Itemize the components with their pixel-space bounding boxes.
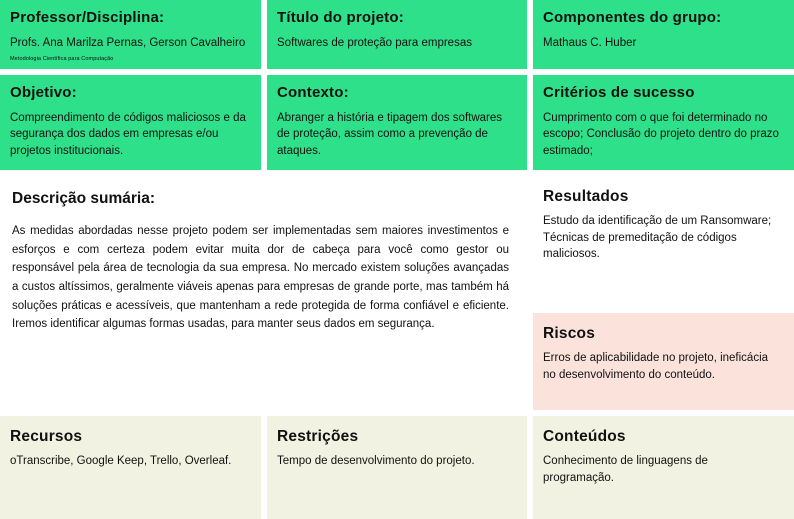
cell-componentes-grupo xyxy=(533,0,794,72)
criterios-title: Critérios de sucesso xyxy=(543,84,695,101)
objetivo-title: Objetivo: xyxy=(10,84,77,101)
descricao-title: Descrição sumária: xyxy=(12,190,156,207)
descricao-body: As medidas abordadas nesse projeto podem ser implementadas sem maiores investimentos e esforços e com certeza podem evitar muita dor de cabeça para você como gestor ou responsável pela área de tecnologia da sua empresa. No mercado existem soluções avançadas a custos altíssimos, geralmente viáveis apenas para empresas de grande porte, mas também há soluções práticas e acessíveis, que mantenham a rede protegida de forma confiável e eficiente. Iremos identificar algumas formas usadas, para manter seus dados em segurança. xyxy=(12,225,509,331)
cell-riscos xyxy=(533,313,794,413)
recursos-body: oTranscribe, Google Keep, Trello, Overleaf. xyxy=(10,455,232,468)
resultados-title: Resultados xyxy=(543,188,629,205)
resultados-body: Estudo da identificação de um Ransomware; Técnicas de premeditação de códigos maliciosos. xyxy=(543,215,772,261)
cell-descricao-sumaria xyxy=(0,176,530,413)
professor-subtitle: Metodologia Científica para Computação xyxy=(10,56,114,63)
conteudos-body: Conhecimento de linguagens de programação. xyxy=(543,455,708,484)
cell-restricoes xyxy=(267,416,530,519)
cell-titulo-projeto xyxy=(267,0,530,72)
objetivo-body: Compreendimento de códigos maliciosos e da segurança dos dados em empresas e/ou projetos institucionais. xyxy=(10,111,246,157)
cell-professor-disciplina xyxy=(0,0,264,72)
titulo-projeto-body: Softwares de proteção para empresas xyxy=(277,36,472,49)
cell-recursos xyxy=(0,416,264,519)
professor-title: Professor/Disciplina: xyxy=(10,9,165,26)
titulo-projeto-title: Título do projeto: xyxy=(277,9,404,26)
cell-conteudos xyxy=(533,416,794,519)
restricoes-body: Tempo de desenvolvimento do projeto. xyxy=(277,455,475,468)
restricoes-title: Restrições xyxy=(277,428,359,445)
contexto-body: Abranger a história e tipagem dos softwares de proteção, assim como a prevenção de ataques. xyxy=(277,111,503,157)
riscos-body: Erros de aplicabilidade no projeto, ineficácia no desenvolvimento do conteúdo. xyxy=(543,352,769,381)
conteudos-title: Conteúdos xyxy=(543,428,626,445)
criterios-body: Cumprimento com o que foi determinado no escopo; Conclusão do projeto dentro do prazo estimado; xyxy=(543,111,779,157)
professor-body: Profs. Ana Marilza Pernas, Gerson Cavalheiro xyxy=(10,36,246,49)
componentes-title: Componentes do grupo: xyxy=(543,9,722,26)
cell-criterios-sucesso xyxy=(533,75,794,173)
riscos-title: Riscos xyxy=(543,325,596,342)
recursos-title: Recursos xyxy=(10,428,83,445)
cell-objetivo xyxy=(0,75,264,173)
componentes-body: Mathaus C. Huber xyxy=(543,36,637,49)
contexto-title: Contexto: xyxy=(277,84,349,101)
cell-contexto xyxy=(267,75,530,173)
cell-resultados xyxy=(533,176,794,310)
